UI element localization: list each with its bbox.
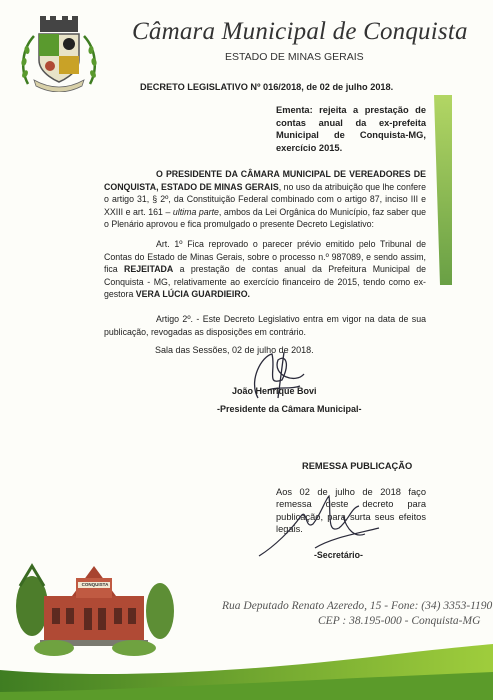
- article-1-rejected-label: REJEITADA: [124, 264, 174, 274]
- article-2-text: Artigo 2º. - Este Decreto Legislativo entra em vigor na data de sua publicação, revogadas as disposições em contrário.: [104, 314, 426, 337]
- article-1-text-b: a prestação de contas anual da Prefeitura Municipal de Conquista - MG, relativamente ao exercício financeiro de 2015, tendo como ex-gestora: [104, 264, 426, 299]
- session-place-date: Sala das Sessões, 02 de julho de 2018.: [155, 345, 314, 355]
- building-sign-text: CONQUISTA: [81, 582, 109, 587]
- decorative-green-bar: [434, 95, 452, 285]
- signer-name: João Henrique Bovi: [232, 386, 317, 396]
- chamber-building-photo: [14, 556, 174, 656]
- preamble-text-b: , ambos da Lei Orgânica do Município, faz saber que o Plenário aprovou e fica promulgado o presente Decreto Legislativo:: [104, 206, 427, 229]
- municipal-crest-logo: [16, 14, 102, 92]
- remessa-title: REMESSA PUBLICAÇÃO: [302, 461, 413, 471]
- article-1-paragraph: [104, 238, 426, 301]
- article-1-ex-manager-name: VERA LÚCIA GUARDIEIRO.: [135, 289, 250, 299]
- decree-preamble-paragraph: [104, 168, 426, 231]
- institution-subtitle: ESTADO DE MINAS GERAIS: [225, 51, 364, 63]
- article-1-text-a: Art. 1º Fica reprovado o parecer prévio emitido pelo Tribunal de Contas do Estado de Minas Gerais, sobre o processo n.º 987089, e sendo assim, fica: [104, 239, 426, 274]
- decree-heading: DECRETO LEGISLATIVO Nº 016/2018, de 02 de julho 2018.: [140, 82, 394, 92]
- preamble-bold-text: O PRESIDENTE DA CÂMARA MUNICIPAL DE VEREADORES DE CONQUISTA, ESTADO DE MINAS GERAIS: [104, 169, 426, 192]
- footer-address: Rua Deputado Renato Azeredo, 15 - Fone: (34) 3353-1190: [222, 600, 493, 612]
- preamble-text-a: , no uso da atribuição que lhe confere o artigo 31, § 2º, da Constituição Federal combinado com o artigo 87, inciso III e XXIII e art. 161 –: [104, 181, 426, 217]
- remessa-text: Aos 02 de julho de 2018 faço remessa deste decreto para publicação, para surta seus efeitos legais.: [276, 487, 426, 535]
- article-2-paragraph: [104, 313, 426, 338]
- signer-role: -Presidente da Câmara Municipal-: [217, 404, 362, 414]
- secretary-role: -Secretário-: [314, 550, 363, 560]
- decree-ementa: Ementa: rejeita a prestação de contas anual da ex-prefeita Municipal de Conquista-MG, exercício 2015.: [276, 105, 426, 153]
- footer-cep: CEP : 38.195-000 - Conquista-MG: [318, 615, 481, 627]
- institution-title: Câmara Municipal de Conquista: [132, 18, 468, 45]
- preamble-italic-text: ultima parte: [172, 206, 219, 217]
